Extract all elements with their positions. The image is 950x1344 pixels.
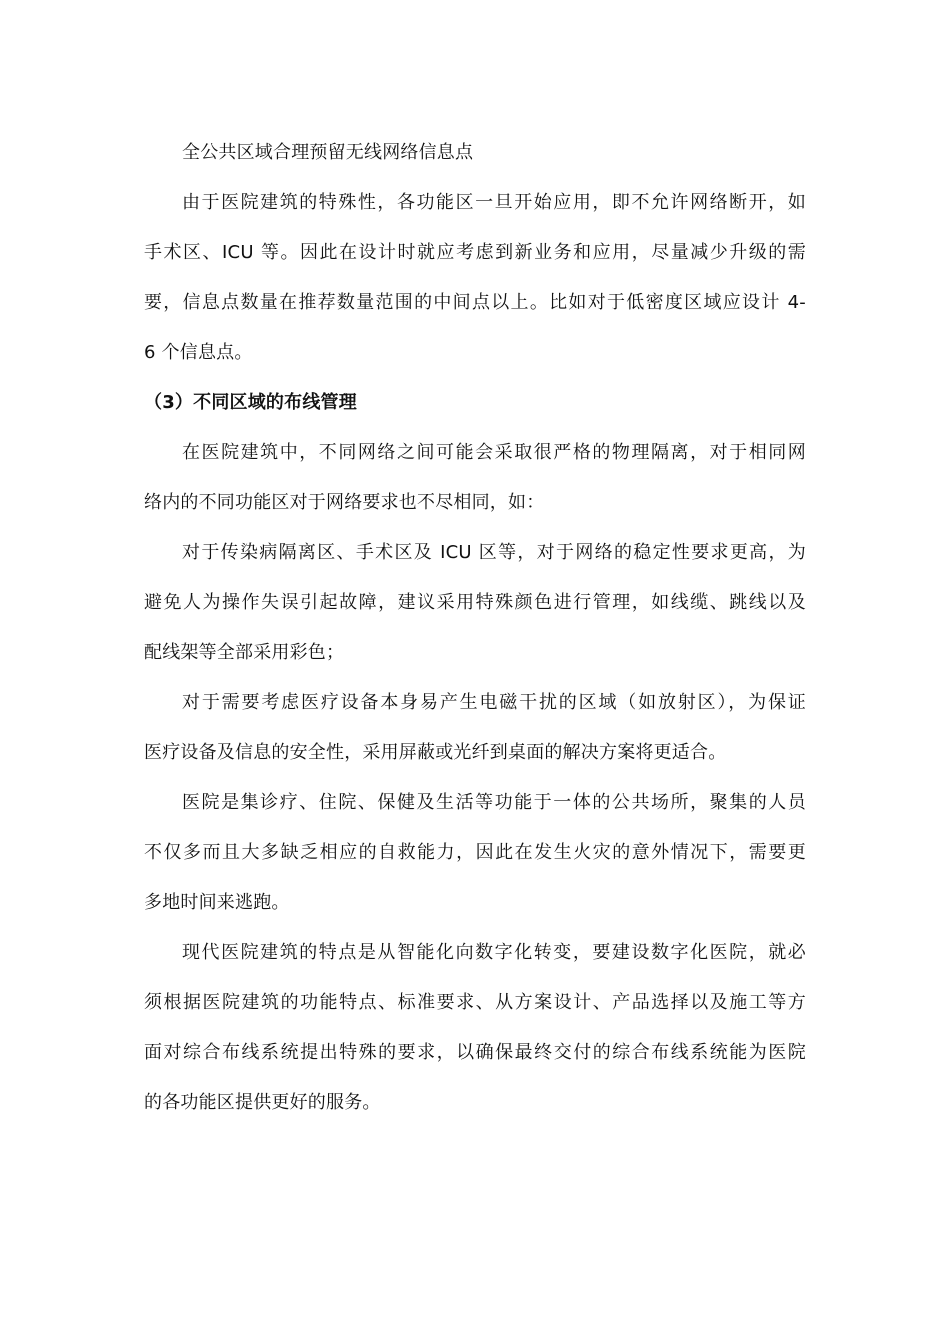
paragraph-line: 须根据医院建筑的功能特点、标准要求、从方案设计、产品选择以及施工等方 xyxy=(144,992,806,1013)
paragraph-line: 对于需要考虑医疗设备本身易产生电磁干扰的区域（如放射区），为保证 xyxy=(182,692,806,713)
paragraph-line: 在医院建筑中，不同网络之间可能会采取很严格的物理隔离，对于相同网 xyxy=(182,442,806,463)
paragraph-line: 面对综合布线系统提出特殊的要求，以确保最终交付的综合布线系统能为医院 xyxy=(144,1042,806,1063)
paragraph-line: 的各功能区提供更好的服务。 xyxy=(144,1092,381,1113)
paragraph-line: 全公共区域合理预留无线网络信息点 xyxy=(182,142,474,163)
paragraph-line: 医院是集诊疗、住院、保健及生活等功能于一体的公共场所，聚集的人员 xyxy=(182,792,806,813)
paragraph-line: 不仅多而且大多缺乏相应的自救能力，因此在发生火灾的意外情况下，需要更 xyxy=(144,842,806,863)
paragraph-line: 由于医院建筑的特殊性，各功能区一旦开始应用，即不允许网络断开，如 xyxy=(182,192,806,213)
paragraph-line: 手术区、ICU 等。因此在设计时就应考虑到新业务和应用，尽量减少升级的需 xyxy=(144,242,806,263)
paragraph-line: 避免人为操作失误引起故障，建议采用特殊颜色进行管理，如线缆、跳线以及 xyxy=(144,592,806,613)
paragraph-line: 现代医院建筑的特点是从智能化向数字化转变，要建设数字化医院，就必 xyxy=(182,942,806,963)
paragraph-line: 医疗设备及信息的安全性，采用屏蔽或光纤到桌面的解决方案将更适合。 xyxy=(144,742,727,763)
section-heading: （3）不同区域的布线管理 xyxy=(144,392,357,413)
paragraph-line: 6 个信息点。 xyxy=(144,342,253,363)
paragraph-line: 对于传染病隔离区、手术区及 ICU 区等，对于网络的稳定性要求更高，为 xyxy=(182,542,806,563)
paragraph-line: 多地时间来逃跑。 xyxy=(144,892,290,913)
paragraph-line: 配线架等全部采用彩色； xyxy=(144,642,345,663)
paragraph-line: 要，信息点数量在推荐数量范围的中间点以上。比如对于低密度区域应设计 4- xyxy=(144,292,806,313)
paragraph-line: 络内的不同功能区对于网络要求也不尽相同，如： xyxy=(144,492,545,513)
